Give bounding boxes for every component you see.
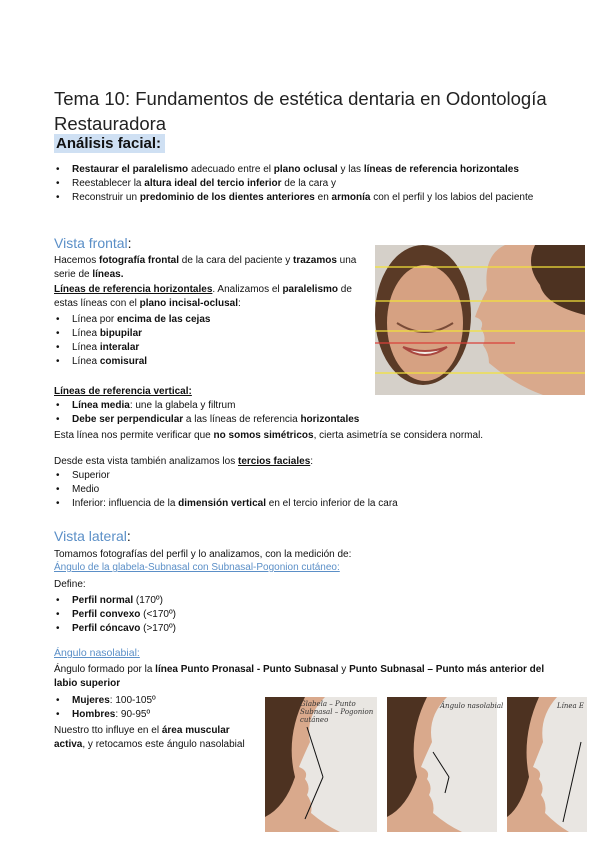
glabela-angle-heading: Ángulo de la glabela-Subnasal con Subnasal-Pogonion cutáneo:: [54, 562, 340, 573]
horizontal-lines-intro: Líneas de referencia horizontales. Analizamos el paralelismo de estas líneas con el plano incisal-oclusal:: [54, 284, 352, 309]
analisis-list: [54, 163, 554, 205]
vertical-lines-list: [54, 399, 554, 427]
list-item: • Mujeres: 100-105º: [54, 694, 254, 708]
profile-photo-linea-e: [507, 697, 587, 832]
caption-glabela: Glabela – Punto Subnasal – Pogonion cutáneo: [300, 700, 374, 724]
list-item: • Restaurar el paralelismo adecuado entre el plano oclusal y las líneas de referencia horizontales: [54, 163, 554, 177]
nasolabial-values-list: [54, 694, 254, 722]
horizontal-lines-list: [54, 313, 364, 369]
vertical-note: Esta línea nos permite verificar que no somos simétricos, cierta asimetría se considera normal.: [54, 430, 484, 441]
caption-nasolabial: Ángulo nasolabial: [440, 702, 504, 710]
nasolabial-note: Nuestro tto influye en el área muscular activa, y retocamos este ángulo nasolabial: [54, 725, 245, 750]
nasolabial-heading: Ángulo nasolabial:: [54, 647, 140, 659]
define-label: Define:: [54, 579, 86, 590]
perfil-list: [54, 594, 354, 636]
list-item: • Superior: [54, 469, 574, 483]
profile-photo-nasolabial: [387, 697, 497, 832]
list-item: • Perfil cóncavo (>170º): [54, 622, 354, 636]
lateral-intro: Tomamos fotografías del perfil y lo analizamos, con la medición de:: [54, 549, 352, 560]
list-item: • Reconstruir un predominio de los dientes anteriores en armonía con el perfil y los labios del paciente: [54, 191, 554, 205]
list-item: • Línea bipupilar: [54, 327, 364, 341]
list-item: • Perfil normal (170º): [54, 594, 354, 608]
frontal-profile-photo: [375, 245, 585, 395]
list-item: • Debe ser perpendicular a las líneas de referencia horizontales: [54, 413, 554, 427]
tercios-list: [54, 469, 574, 511]
nasolabial-definition: Ángulo formado por la línea Punto Pronasal - Punto Subnasal y Punto Subnasal – Punto más anterior del labio superior: [54, 664, 545, 689]
list-item: • Línea comisural: [54, 355, 364, 369]
section-heading-analisis-facial: Análisis facial:: [54, 134, 165, 153]
list-item: • Medio: [54, 483, 574, 497]
section-heading-vista-frontal: Vista frontal:: [54, 235, 132, 251]
list-item: • Línea interalar: [54, 341, 364, 355]
tercios-intro: Desde esta vista también analizamos los tercios faciales:: [54, 456, 314, 467]
vertical-lines-heading: Líneas de referencia vertical:: [54, 386, 192, 397]
section-heading-vista-lateral: Vista lateral:: [54, 528, 131, 544]
list-item: • Hombres: 90-95º: [54, 708, 254, 722]
frontal-intro: Hacemos fotografía frontal de la cara del paciente y trazamos una serie de líneas.: [54, 255, 357, 280]
list-item: • Reestablecer la altura ideal del tercio inferior de la cara y: [54, 177, 554, 191]
list-item: • Perfil convexo (<170º): [54, 608, 354, 622]
caption-linea-e: Línea E: [557, 702, 585, 710]
list-item: • Inferior: influencia de la dimensión vertical en el tercio inferior de la cara: [54, 497, 574, 511]
face-reference-lines-illustration: [375, 245, 585, 395]
page-title: Tema 10: Fundamentos de estética dentaria en Odontología Restauradora: [54, 88, 547, 135]
list-item: • Línea media: une la glabela y filtrum: [54, 399, 554, 413]
list-item: • Línea por encima de las cejas: [54, 313, 364, 327]
